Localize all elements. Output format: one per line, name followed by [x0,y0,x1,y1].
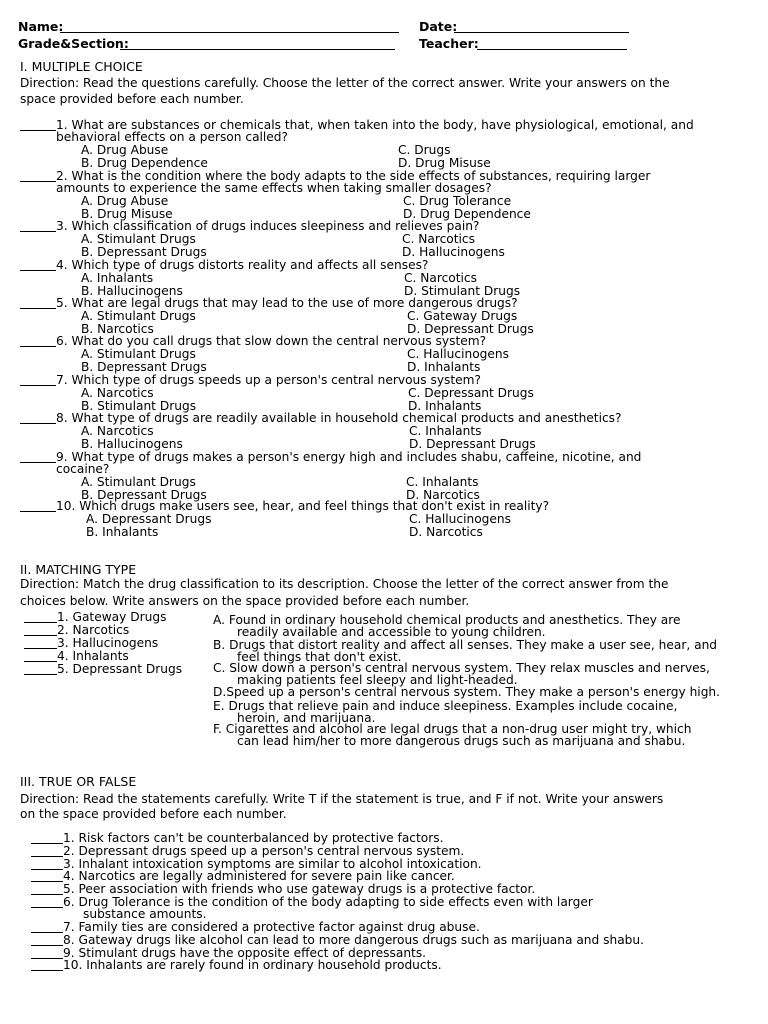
statement-text: 5. Peer association with friends who use gateway drugs is a protective factor. [63,882,536,897]
matching-item: 3. Hallucinogens [57,636,159,650]
statement-text: 4. Narcotics are legally administered for severe pain like cancer. [63,869,455,884]
matching-choice: B. Drugs that distort reality and affect all senses. They make a user see, hear, and [213,638,718,652]
option-c: C. Drug Tolerance [403,194,512,208]
option-b: B. Drug Misuse [81,207,173,221]
section1-direction-line2: space provided before each number. [20,92,244,106]
statement-text: 7. Family ties are considered a protective factor against drug abuse. [63,920,480,934]
option-d: D. Depressant Drugs [407,322,534,336]
option-a: A. Stimulant Drugs [81,232,196,246]
matching-choice: C. Slow down a person's central nervous system. They relax muscles and nerves, [213,661,710,675]
option-b: B. Stimulant Drugs [81,399,197,413]
option-b: B. Drug Dependence [81,156,208,170]
question-text-cont: cocaine? [56,462,110,476]
question-text: 10. Which drugs make users see, hear, and feel things that don't exist in reality? [56,499,550,513]
option-b: B. Depressant Drugs [81,488,207,502]
question-text: 5. What are legal drugs that may lead to the use of more dangerous drugs? [56,296,518,310]
statement-text: 9. Stimulant drugs have the opposite effect of depressants. [63,945,427,960]
answer-blank[interactable] [20,270,56,271]
answer-blank[interactable] [31,932,63,933]
option-a: A. Stimulant Drugs [81,347,196,361]
option-c: C. Narcotics [402,232,475,246]
option-a: A. Drug Abuse [81,194,169,208]
option-d: D. Drug Dependence [403,207,531,221]
option-d: D. Stimulant Drugs [404,284,521,298]
teacher-label: Teacher: [419,36,479,51]
matching-choice: F. Cigarettes and alcohol are legal drugs that a non-drug user might try, which [213,722,692,736]
statement-text: 8. Gateway drugs like alcohol can lead to more dangerous drugs such as marijuana and shabu. [63,932,645,947]
question-text: 4. Which type of drugs distorts reality and affects all senses? [56,258,429,272]
option-c: C. Inhalants [409,424,482,438]
matching-choice-cont: heroin, and marijuana. [237,711,376,725]
option-c: C. Narcotics [404,271,477,285]
answer-blank[interactable] [31,907,63,908]
answer-blank[interactable] [20,346,56,347]
matching-choice-cont: making patients feel sleepy and light-headed. [237,673,518,687]
answer-blank[interactable] [20,511,56,512]
statement-text: 3. Inhalant intoxication symptoms are similar to alcohol intoxication. [63,856,482,871]
question-text: 7. Which type of drugs speeds up a person's central nervous system? [56,373,482,387]
date-field[interactable] [454,32,629,33]
answer-blank[interactable] [20,231,56,232]
grade-section-field[interactable] [120,49,395,50]
option-a: A. Inhalants [81,271,154,285]
answer-blank[interactable] [31,843,63,844]
option-b: B. Inhalants [86,525,159,539]
option-d: D. Drug Misuse [398,156,491,170]
option-c: C. Gateway Drugs [407,309,518,323]
name-label: Name: [18,19,64,34]
matching-item: 1. Gateway Drugs [57,610,167,624]
section3-title: III. TRUE OR FALSE [20,774,137,789]
grade-section-label: Grade&Section: [18,36,129,51]
option-b: B. Depressant Drugs [81,245,207,259]
answer-blank[interactable] [24,661,57,662]
section1-title: I. MULTIPLE CHOICE [20,59,143,74]
matching-item: 5. Depressant Drugs [57,662,183,676]
question-text: 6. What do you call drugs that slow down the central nervous system? [56,334,487,348]
option-d: D. Narcotics [406,488,480,502]
question-text: 8. What type of drugs are readily available in household chemical products and anesthetics? [56,411,622,425]
answer-blank[interactable] [20,385,56,386]
option-a: A. Stimulant Drugs [81,475,196,489]
option-c: C. Inhalants [406,475,479,489]
statement-text: 6. Drug Tolerance is the condition of the body adapting to side effects even with larger [63,895,593,909]
statement-text: 10. Inhalants are rarely found in ordinary household products. [63,958,442,973]
option-b: B. Narcotics [81,322,154,336]
option-a: A. Narcotics [81,424,154,438]
answer-blank[interactable] [31,958,63,959]
section2-direction-line2: choices below. Write answers on the space provided before each number. [20,594,470,608]
matching-item: 4. Inhalants [57,649,129,663]
answer-blank[interactable] [31,869,63,870]
answer-blank[interactable] [31,945,63,946]
section1-direction-line1: Direction: Read the questions carefully. Choose the letter of the correct answer. Write your answers on the [20,76,670,90]
answer-blank[interactable] [24,635,57,636]
answer-blank[interactable] [20,181,56,182]
option-d: D. Narcotics [409,525,483,539]
option-a: A. Drug Abuse [81,143,169,157]
answer-blank[interactable] [20,130,56,131]
statement-text: 1. Risk factors can't be counterbalanced by protective factors. [63,831,444,845]
option-c: C. Drugs [398,143,451,157]
answer-blank[interactable] [24,622,57,623]
answer-blank[interactable] [20,308,56,309]
option-b: B. Depressant Drugs [81,360,207,374]
answer-blank[interactable] [31,894,63,895]
section3-direction-line2: on the space provided before each number. [20,807,287,821]
answer-blank[interactable] [24,648,57,649]
answer-blank[interactable] [31,970,63,971]
answer-blank[interactable] [20,423,56,424]
answer-blank[interactable] [20,462,56,463]
matching-choice-cont: feel things that don't exist. [237,650,402,664]
question-text-cont: behavioral effects on a person called? [56,130,289,144]
answer-blank[interactable] [31,881,63,882]
matching-choice: A. Found in ordinary household chemical products and anesthetics. They are [213,613,681,627]
statement-text: 2. Depressant drugs speed up a person's central nervous system. [63,843,465,858]
option-c: C. Hallucinogens [409,512,511,526]
option-c: C. Depressant Drugs [408,386,534,400]
date-label: Date: [419,19,458,34]
section3-direction-line1: Direction: Read the statements carefully. Write T if the statement is true, and F if not. Write your answers [20,792,664,806]
question-text: 9. What type of drugs makes a person's energy high and includes shabu, caffeine, nicotine, and [56,450,642,464]
option-d: D. Depressant Drugs [409,437,536,451]
option-a: A. Narcotics [81,386,154,400]
matching-choice: E. Drugs that relieve pain and induce sleepiness. Examples include cocaine, [213,699,678,713]
matching-item: 2. Narcotics [57,623,130,637]
section2-title: II. MATCHING TYPE [20,562,137,577]
option-d: D. Inhalants [408,399,482,413]
matching-choice-cont: can lead him/her to more dangerous drugs such as marijuana and shabu. [237,734,686,748]
name-field[interactable] [60,32,399,33]
statement-text-cont: substance amounts. [83,907,207,921]
question-text: 1. What are substances or chemicals that, when taken into the body, have physiological, emotional, and [56,118,694,132]
teacher-field[interactable] [477,49,627,50]
option-c: C. Hallucinogens [407,347,509,361]
answer-blank[interactable] [24,674,57,675]
option-d: D. Hallucinogens [402,245,505,259]
question-text: 3. Which classification of drugs induces sleepiness and relieves pain? [56,219,480,233]
option-b: B. Hallucinogens [81,437,183,451]
matching-choice-cont: readily available and accessible to young children. [237,625,546,639]
option-b: B. Hallucinogens [81,284,183,298]
section2-direction-line1: Direction: Match the drug classification to its description. Choose the letter of the correct answer from the [20,577,669,591]
answer-blank[interactable] [31,856,63,857]
question-text-cont: amounts to experience the same effects when taking smaller dosages? [56,181,492,195]
matching-choice: D.Speed up a person's central nervous system. They make a person's energy high. [213,685,721,699]
option-a: A. Stimulant Drugs [81,309,196,323]
option-a: A. Depressant Drugs [86,512,212,526]
option-d: D. Inhalants [407,360,481,374]
question-text: 2. What is the condition where the body adapts to the side effects of substances, requiring larger [56,169,651,183]
